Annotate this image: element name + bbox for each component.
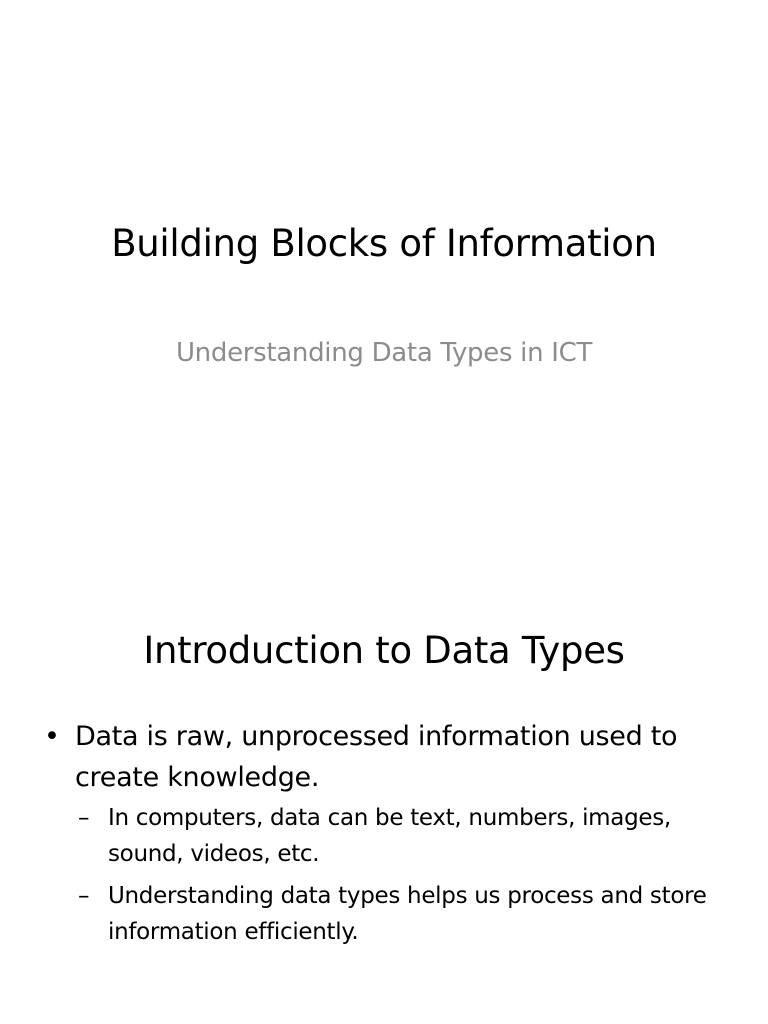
- sub-bullet-marker: –: [78, 805, 90, 831]
- sub-bullet-marker: –: [78, 883, 90, 909]
- bullet-list: [44, 716, 724, 956]
- content-slide: [0, 512, 768, 1024]
- sub-bullet-item: [78, 800, 724, 872]
- sub-bullet-text: In computers, data can be text, numbers, images, sound, videos, etc.: [108, 805, 671, 867]
- sub-bullet-item: [78, 878, 724, 950]
- bullet-text: Data is raw, unprocessed information used to create knowledge.: [75, 721, 678, 793]
- sub-bullet-text: Understanding data types helps us process and store information efficiently.: [108, 883, 707, 945]
- bullet-marker: •: [44, 721, 60, 752]
- slide-title: Introduction to Data Types: [143, 629, 625, 672]
- sub-bullet-list: [44, 800, 724, 950]
- bullet-item: [44, 716, 724, 798]
- slide-subtitle: Understanding Data Types in ICT: [175, 338, 593, 368]
- slide-title: Building Blocks of Information: [111, 222, 657, 265]
